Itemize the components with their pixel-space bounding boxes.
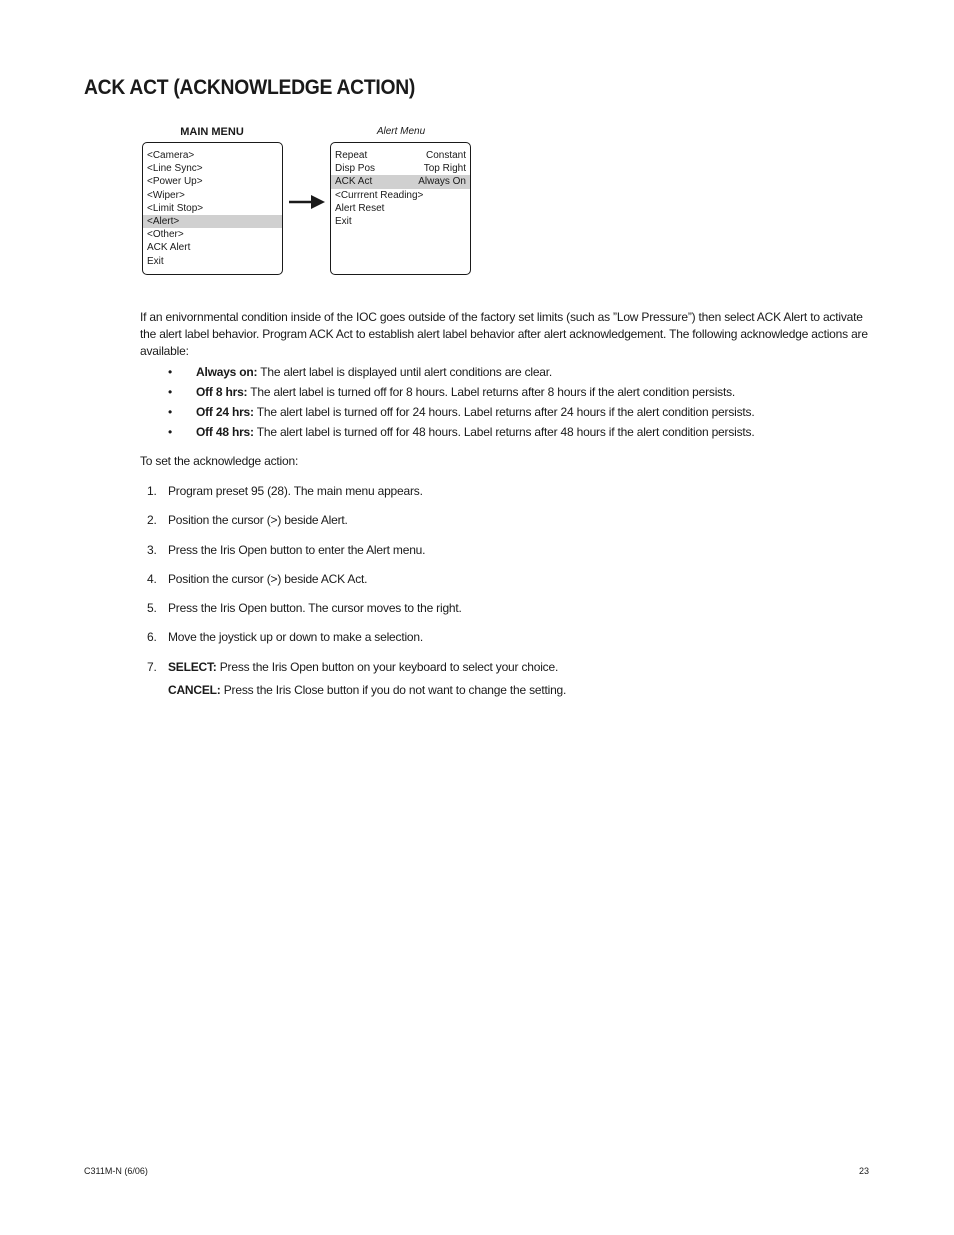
step-text: Press the Iris Open button. The cursor moves to the right. <box>168 601 462 616</box>
bullet-icon: • <box>168 365 173 379</box>
bullet-text: The alert label is displayed until alert conditions are clear. <box>260 365 553 379</box>
main-menu-item <box>143 162 282 175</box>
bullet-item <box>168 424 868 444</box>
step-item <box>147 512 847 541</box>
main-menu-item-label: <Camera> <box>147 150 195 161</box>
step-item <box>147 571 847 600</box>
main-menu-item <box>143 149 282 162</box>
alert-menu-item-label: ACK Act <box>335 176 373 188</box>
step-text: Press the Iris Open button on your keyboard to select your choice. <box>219 659 559 674</box>
step-number: 1. <box>147 484 157 498</box>
step-number: 3. <box>147 542 157 557</box>
main-menu-item <box>143 215 282 228</box>
step-number: 5. <box>147 601 157 616</box>
step-text: Position the cursor (>) beside Alert. <box>168 513 348 528</box>
alert-menu-item-value: Top Right <box>423 163 466 175</box>
main-menu-item-label: <Power Up> <box>147 176 203 188</box>
main-menu-item <box>143 255 282 268</box>
step-number: 7. <box>147 659 157 674</box>
main-menu-item <box>143 202 282 215</box>
main-menu-item <box>143 241 282 254</box>
step-number: 6. <box>147 630 157 645</box>
steps-intro: To set the acknowledge action: <box>140 454 299 468</box>
step-term: SELECT: <box>168 659 217 674</box>
main-menu-item-label: <Wiper> <box>147 189 185 201</box>
main-menu-item-label: <Alert> <box>147 215 180 227</box>
alert-menu-item-label: Disp Pos <box>335 163 376 175</box>
step-item <box>147 542 847 571</box>
bullet-term: Always on: <box>196 365 258 379</box>
procedure-steps <box>147 483 847 688</box>
step-item <box>147 629 847 658</box>
alert-menu-item-label: Alert Reset <box>335 202 385 214</box>
step-item <box>147 483 847 512</box>
step-text: Press the Iris Open button to enter the Alert menu. <box>168 542 426 557</box>
step-text: Move the joystick up or down to make a selection. <box>168 630 423 645</box>
cancel-instruction <box>168 683 566 697</box>
main-menu-item-label: <Other> <box>147 229 184 241</box>
step-item <box>147 600 847 629</box>
alert-menu-item <box>331 175 470 188</box>
step-text: Program preset 95 (28). The main menu appears. <box>168 484 423 498</box>
step-number: 2. <box>147 513 157 528</box>
main-menu-item <box>143 228 282 241</box>
step-number: 4. <box>147 571 157 586</box>
alert-menu-item-label: Exit <box>335 215 352 227</box>
alert-menu-item <box>331 149 470 162</box>
bullet-item <box>168 404 868 424</box>
step-text: Position the cursor (>) beside ACK Act. <box>168 571 368 586</box>
alert-menu-caption: Alert Menu <box>376 126 426 137</box>
main-menu-item-label: Exit <box>147 255 164 267</box>
bullet-item <box>168 384 868 404</box>
alert-menu-item-label: <Currrent Reading> <box>335 189 424 201</box>
cancel-text: Press the Iris Close button if you do not want to change the setting. <box>223 683 567 697</box>
right-arrow-icon <box>289 194 325 210</box>
main-menu-item-label: <Line Sync> <box>147 163 203 175</box>
main-menu-box <box>142 142 283 275</box>
main-menu-item-label: <Limit Stop> <box>147 202 204 214</box>
bullet-term: Off 24 hrs: <box>196 405 254 419</box>
bullet-text: The alert label is turned off for 48 hours. Label returns after 48 hours if the alert condition persists. <box>256 425 755 439</box>
alert-menu-item-label: Repeat <box>335 150 368 161</box>
bullet-icon: • <box>168 385 173 399</box>
bullet-icon: • <box>168 405 173 419</box>
bullet-text: The alert label is turned off for 24 hours. Label returns after 24 hours if the alert condition persists. <box>256 405 755 419</box>
bullet-term: Off 48 hrs: <box>196 425 254 439</box>
alert-menu-item-value: Constant <box>425 150 466 161</box>
main-menu-item <box>143 175 282 188</box>
alert-menu-item <box>331 202 470 215</box>
alert-menu-item <box>331 215 470 228</box>
main-menu-caption: MAIN MENU <box>180 126 244 138</box>
footer-doc-id: C311M-N (6/06) <box>84 1166 148 1176</box>
main-menu-item <box>143 189 282 202</box>
bullet-term: Off 8 hrs: <box>196 385 248 399</box>
alert-menu-item-value: Always On <box>418 176 466 188</box>
cancel-term: CANCEL: <box>168 683 221 697</box>
bullet-icon: • <box>168 425 173 439</box>
bullet-text: The alert label is turned off for 8 hours. Label returns after 8 hours if the alert condition persists. <box>250 385 736 399</box>
alert-menu-item <box>331 162 470 175</box>
intro-paragraph <box>140 309 870 360</box>
alert-menu-box <box>330 142 471 275</box>
page-title: ACK ACT (ACKNOWLEDGE ACTION) <box>84 76 416 99</box>
alert-menu-item <box>331 189 470 202</box>
acknowledge-actions-list <box>168 364 868 444</box>
page-number: 23 <box>859 1166 870 1176</box>
intro-text: If an enivornmental condition inside of the IOC goes outside of the factory set limits (such as ”Low Pressure”) then select ACK Alert to activate the alert label behavior. Program ACK Act to establish alert label behavior after alert acknowledgement. The following acknowledge actions are available: <box>140 310 868 358</box>
main-menu-item-label: ACK Alert <box>147 242 191 254</box>
bullet-item <box>168 364 868 384</box>
